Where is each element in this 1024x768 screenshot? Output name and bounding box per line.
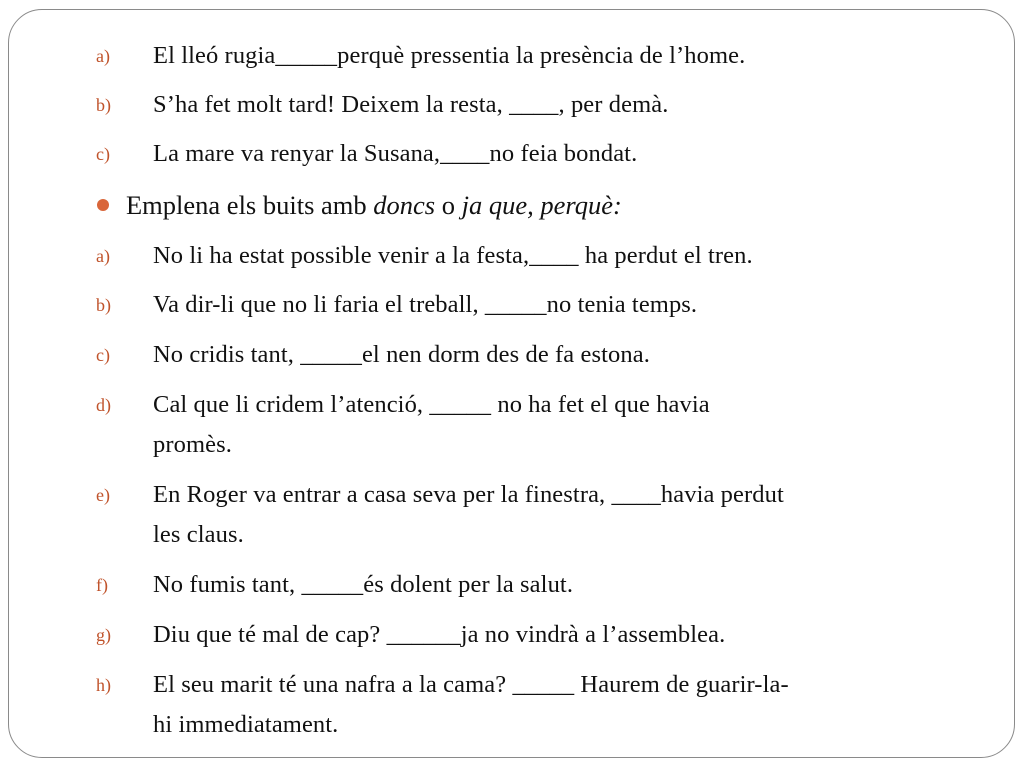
item-marker: d) (96, 395, 111, 415)
item-marker: f) (96, 575, 108, 595)
item-marker: c) (96, 345, 110, 365)
item-marker: a) (96, 46, 110, 66)
item-text: Diu que té mal de cap? ______ja no vindrà a l’assemblea. (153, 621, 726, 648)
item-text: Cal que li cridem l’atenció, _____ no ha fet el que havia (153, 391, 710, 418)
instruction-word-doncs: doncs (373, 190, 436, 220)
item-text: El lleó rugia_____perquè pressentia la presència de l’home. (153, 42, 746, 69)
instruction-text (126, 188, 622, 222)
instruction-middle: o (435, 190, 462, 220)
item-text-continuation: hi immediatament. (153, 711, 339, 738)
item-text-continuation: promès. (153, 431, 232, 458)
item-text-continuation: les claus. (153, 521, 244, 548)
item-marker: h) (96, 675, 111, 695)
bullet-icon (97, 199, 109, 211)
item-text: No cridis tant, _____el nen dorm des de fa estona. (153, 341, 650, 368)
item-marker: c) (96, 144, 110, 164)
item-marker: g) (96, 625, 111, 645)
item-text: En Roger va entrar a casa seva per la finestra, ____havia perdut (153, 481, 784, 508)
item-marker: e) (96, 485, 110, 505)
item-text: Va dir-li que no li faria el treball, _____no tenia temps. (153, 291, 698, 318)
item-text: No li ha estat possible venir a la festa,____ ha perdut el tren. (153, 242, 753, 269)
item-marker: a) (96, 246, 110, 266)
item-text: No fumis tant, _____és dolent per la salut. (153, 571, 574, 598)
item-text: El seu marit té una nafra a la cama? _____ Haurem de guarir-la- (153, 671, 789, 698)
instruction-prefix: Emplena els buits amb (126, 190, 374, 220)
item-marker: b) (96, 295, 111, 315)
item-marker: b) (96, 95, 111, 115)
item-text: La mare va renyar la Susana,____no feia bondat. (153, 140, 638, 167)
instruction-word-ja-que: ja que, perquè: (461, 190, 622, 220)
item-text: S’ha fet molt tard! Deixem la resta, ____, per demà. (153, 91, 669, 118)
